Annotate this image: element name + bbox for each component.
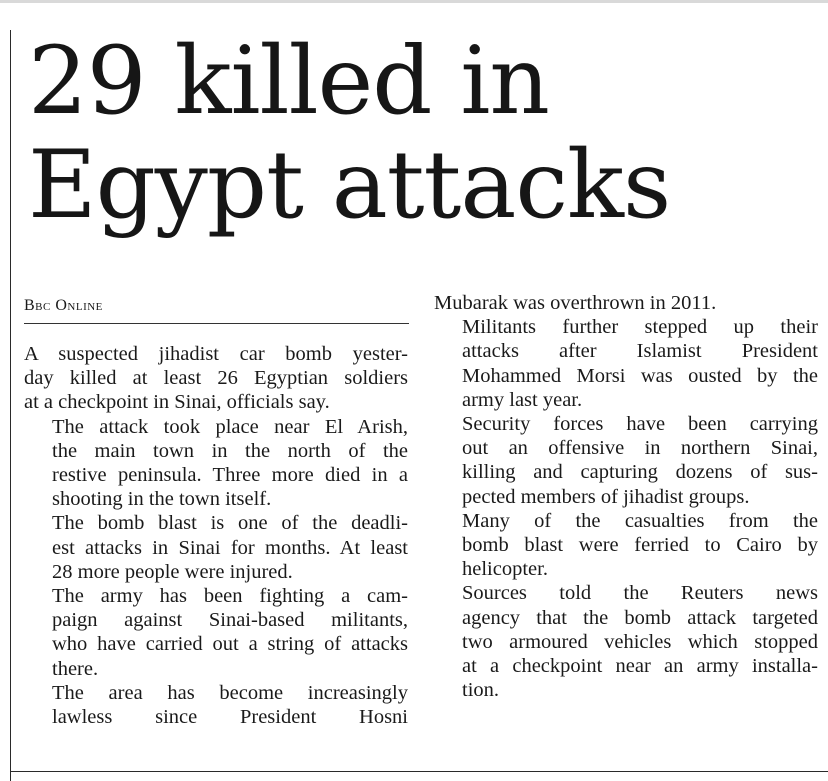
paragraph xyxy=(24,342,408,415)
text-line: restive peninsula. Three more died in a xyxy=(52,464,408,487)
paragraph xyxy=(434,291,818,315)
paragraph xyxy=(434,315,818,412)
left-column-rule xyxy=(10,30,11,781)
text-line: lawless since President Hosni xyxy=(52,706,408,729)
text-line: The bomb blast is one of the deadli- xyxy=(52,512,408,535)
text-line: at a checkpoint near an army installa- xyxy=(462,655,818,678)
text-line: agency that the bomb attack targeted xyxy=(462,606,818,629)
paragraph xyxy=(24,415,408,512)
text-line: the main town in the north of the xyxy=(52,439,408,462)
text-line: two armoured vehicles which stopped xyxy=(462,630,818,653)
text-line: at a checkpoint in Sinai, officials say. xyxy=(24,391,330,414)
paragraph xyxy=(24,681,408,729)
text-line: Mohammed Morsi was ousted by the xyxy=(462,364,818,387)
article-column-left xyxy=(24,342,408,729)
paragraph xyxy=(434,581,818,702)
text-line: The attack took place near El Arish, xyxy=(52,415,408,438)
text-line: who have carried out a string of attacks xyxy=(52,633,408,656)
text-line: Many of the casualties from the xyxy=(462,509,818,532)
paragraph xyxy=(24,511,408,584)
text-line: attacks after Islamist President xyxy=(462,340,818,363)
text-line: est attacks in Sinai for months. At least xyxy=(52,536,408,559)
paragraph xyxy=(24,584,408,681)
text-line: A suspected jihadist car bomb yester- xyxy=(24,343,408,365)
text-line: out an offensive in northern Sinai, xyxy=(462,437,818,460)
text-line: The army has been fighting a cam- xyxy=(52,585,408,608)
article-column-right xyxy=(434,291,818,702)
text-line: 28 more people were injured. xyxy=(52,560,293,583)
paragraph xyxy=(434,412,818,509)
headline-line-2: Egypt attacks xyxy=(28,131,671,240)
text-line: day killed at least 26 Egyptian soldiers xyxy=(24,367,408,390)
headline-line-1: 29 killed in xyxy=(28,27,549,136)
headline xyxy=(28,27,808,240)
text-line: there. xyxy=(52,657,99,680)
byline: Bbc Online xyxy=(24,297,103,314)
text-line: Mubarak was overthrown in 2011. xyxy=(434,292,717,314)
text-line: paign against Sinai-based militants, xyxy=(52,609,408,632)
paragraph xyxy=(434,509,818,582)
text-line: Security forces have been carrying xyxy=(462,413,818,436)
byline-rule xyxy=(24,323,409,324)
text-line: army last year. xyxy=(462,388,583,411)
text-line: killing and capturing dozens of sus- xyxy=(462,461,818,484)
bottom-rule xyxy=(10,771,828,772)
text-line: tion. xyxy=(462,679,500,702)
top-rule xyxy=(0,0,828,3)
text-line: The area has become increasingly xyxy=(52,681,408,704)
text-line: shooting in the town itself. xyxy=(52,488,272,511)
text-line: Militants further stepped up their xyxy=(462,316,818,339)
text-line: pected members of jihadist groups. xyxy=(462,485,750,508)
text-line: bomb blast were ferried to Cairo by xyxy=(462,534,818,557)
text-line: Sources told the Reuters news xyxy=(462,582,818,605)
text-line: helicopter. xyxy=(462,558,548,581)
